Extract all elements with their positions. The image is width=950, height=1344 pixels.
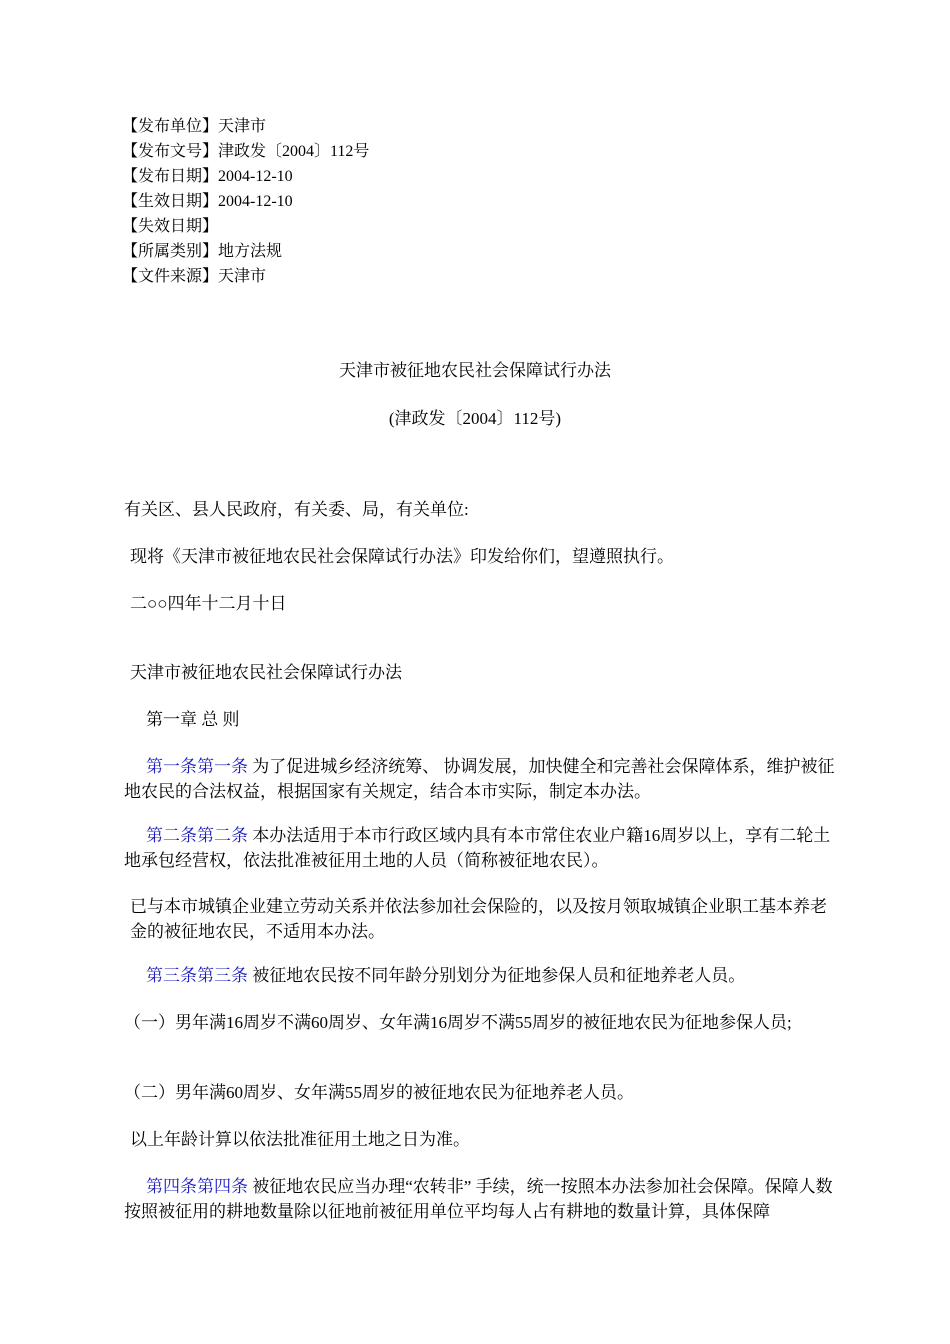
article-3-item-2: （二）男年满60周岁、女年满55周岁的被征地农民为征地养老人员。 [124, 1083, 634, 1102]
meta-doc-number: 【发布文号】津政发〔2004〕112号 [122, 143, 370, 160]
body-title: 天津市被征地农民社会保障试行办法 [130, 663, 402, 682]
meta-source: 【文件来源】天津市 [122, 268, 267, 285]
meta-effective-date: 【生效日期】2004-12-10 [122, 193, 293, 210]
notice: 现将《天津市被征地农民社会保障试行办法》印发给你们，望遵照执行。 [130, 547, 674, 566]
article-3-item-1: （一）男年满16周岁不满60周岁、女年满16周岁不满55周岁的被征地农民为征地参保人员; [124, 1013, 792, 1032]
article-2: 第二条第二条 本办法适用于本市行政区域内具有本市常住农业户籍16周岁以上，享有二轮土地承包经营权，依法批准被征用土地的人员（简称被征地农民）。 [124, 826, 831, 870]
article-4-link[interactable]: 第四条第四条 [146, 1177, 248, 1196]
metadata-block [122, 114, 369, 289]
meta-category: 【所属类别】地方法规 [122, 243, 283, 260]
signature-date: 二○○四年十二月十日 [130, 594, 287, 613]
article-3: 第三条第三条 被征地农民按不同年龄分别划分为征地参保人员和征地养老人员。 [146, 966, 746, 985]
article-1: 第一条第一条 为了促进城乡经济统筹、 协调发展，加快健全和完善社会保障体系，维护被征地农民的合法权益，根据国家有关规定，结合本市实际，制定本办法。 [124, 757, 835, 801]
addressee: 有关区、县人民政府，有关委、局，有关单位: [124, 500, 469, 519]
meta-issue-date: 【发布日期】2004-12-10 [122, 168, 293, 185]
article-1-link[interactable]: 第一条第一条 [146, 757, 248, 776]
meta-expiry-date: 【失效日期】 [122, 218, 219, 235]
meta-issuer: 【发布单位】天津市 [122, 118, 267, 135]
document-title: 天津市被征地农民社会保障试行办法 [339, 361, 611, 380]
article-2-link[interactable]: 第二条第二条 [146, 826, 248, 845]
chapter-heading: 第一章 总 则 [146, 710, 240, 729]
article-3-link[interactable]: 第三条第三条 [146, 966, 248, 985]
article-3-note: 以上年龄计算以依法批准征用土地之日为准。 [130, 1130, 470, 1149]
document-number: (津政发〔2004〕112号) [388, 409, 562, 428]
article-4: 第四条第四条 被征地农民应当办理“农转非” 手续，统一按照本办法参加社会保障。保障人数按照被征用的耕地数量除以征地前被征用单位平均每人占有耕地的数量计算，具体保障 [124, 1177, 833, 1221]
article-2-paragraph-2: 已与本市城镇企业建立劳动关系并依法参加社会保险的，以及按月领取城镇企业职工基本养老金的被征地农民，不适用本办法。 [130, 897, 827, 941]
